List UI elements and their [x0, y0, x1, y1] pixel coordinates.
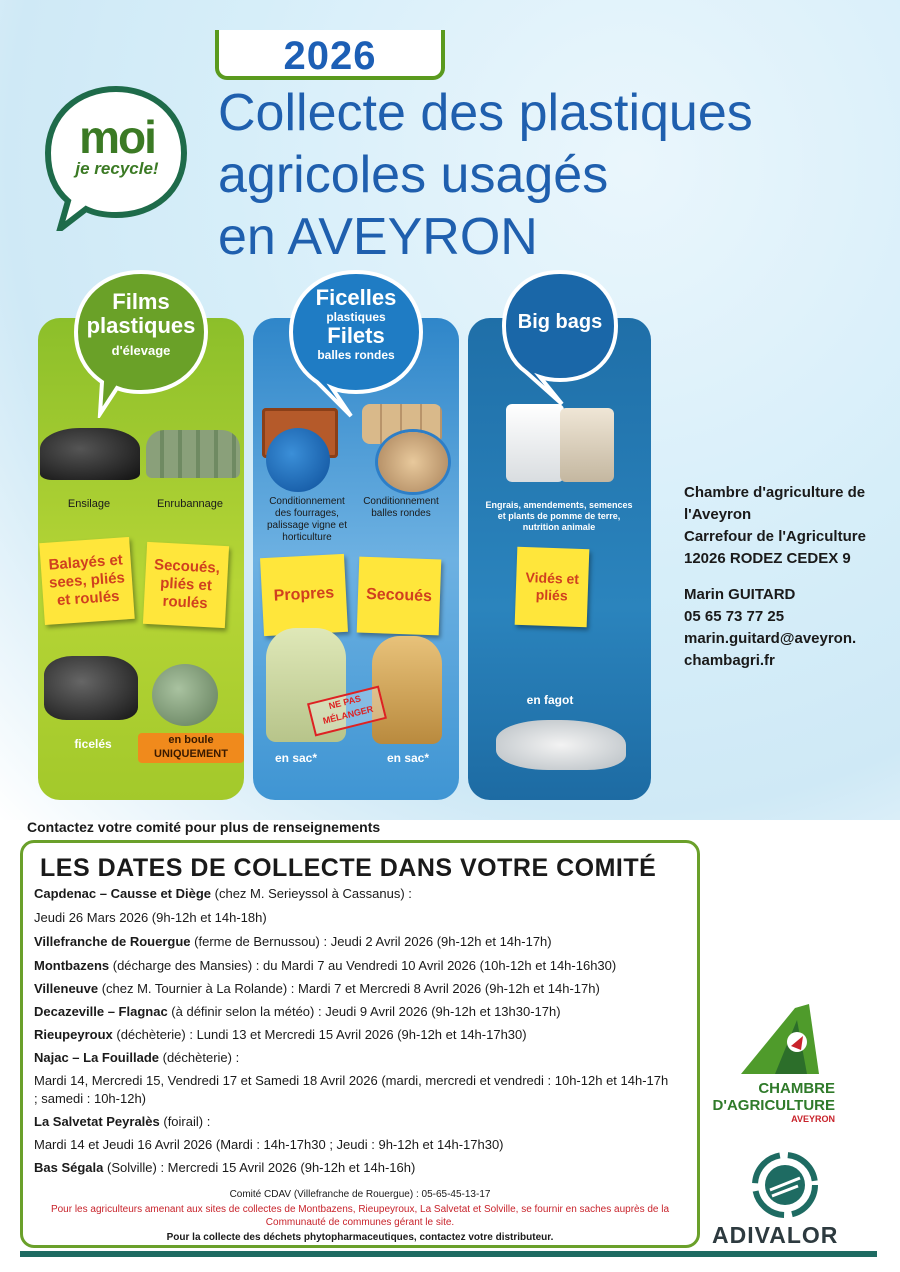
title-line-3: en AVEYRON [218, 208, 538, 266]
ficelles-postit-1: Propres [260, 554, 348, 636]
dates-entry [34, 933, 674, 951]
films-title-1: Films [112, 289, 170, 314]
moi-badge [52, 111, 182, 179]
films-postit-2: Secoués, pliés et roulés [143, 542, 229, 628]
bigbags-title: Big bags [517, 311, 603, 333]
moi-badge-small: je recycle! [75, 159, 159, 178]
bigbags-bubble-icon [500, 268, 620, 408]
chambre-agriculture-logo-text [700, 1080, 835, 1125]
entry-text: (à définir selon la météo) : Jeudi 9 Avril 2026 (9h-12h et 13h30-17h) [167, 1004, 561, 1019]
films-bottom-1: ficelés [74, 737, 112, 751]
contact-org-1: Chambre d'agriculture de [684, 484, 866, 501]
entry-place: Montbazens [34, 958, 110, 973]
moi-badge-big: moi [79, 111, 155, 163]
contact-block [684, 482, 884, 672]
dates-entry [34, 1003, 674, 1021]
ficelles-postit-2: Secoués [357, 557, 442, 636]
films-item-2: Enrubannage [156, 498, 224, 510]
ficelles-title [287, 286, 425, 362]
ficelles-bottom-2: en sac* [386, 751, 430, 765]
dates-entry [34, 980, 674, 998]
contact-committee-text: Contactez votre comité pour plus de renseignements [27, 819, 381, 835]
ca-logo-line-2: D'AGRICULTURE [712, 1097, 835, 1114]
footer-phyto: Pour la collecte des déchets phytopharmaceutiques, contactez votre distributeur. [166, 1232, 554, 1243]
entry-place: Villefranche de Rouergue [34, 934, 191, 949]
footer-note-sacs: Pour les agriculteurs amenant aux sites de collectes de Montbazens, Rieupeyroux, La Salvetat et Solville, se fournir en saches auprès de la Communauté de communes gérant le site. [50, 1204, 670, 1228]
contact-email-2[interactable]: chambagri.fr [684, 652, 775, 669]
contact-phone[interactable]: 05 65 73 77 25 [684, 608, 785, 625]
entry-text: (foirail) : [159, 1114, 211, 1129]
entry-place: Rieupeyroux [34, 1027, 113, 1042]
page-title [218, 82, 858, 268]
bigbags-bottom: en fagot [526, 693, 574, 707]
big-bag-image-2 [560, 408, 614, 482]
dates-entry [34, 1026, 674, 1044]
ficelles-item-1: Conditionnement des fourrages, palissage vigne et horticulture [266, 496, 348, 543]
films-title-2: plastiques [86, 313, 196, 338]
films-postit-1: Balayés et sees, pliés et roulés [39, 537, 135, 625]
films-subtitle: d'élevage [111, 343, 171, 358]
contact-org-2: l'Aveyron [684, 506, 752, 523]
year-tab [215, 30, 445, 80]
ficelles-title-1: Ficelles [315, 285, 397, 310]
contact-org-3: Carrefour de l'Agriculture [684, 528, 866, 545]
entry-text: (chez M. Serieyssol à Cassanus) : [211, 886, 412, 901]
bigbags-item: Engrais, amendements, semences et plants de pomme de terre, nutrition animale [485, 500, 633, 532]
ficelles-title-3: Filets [327, 323, 385, 348]
contact-name: Marin GUITARD [684, 586, 796, 603]
adivalor-recycle-icon [750, 1150, 820, 1220]
dates-entry [34, 885, 674, 903]
ficelles-bottom-1: en sac* [274, 751, 318, 765]
entry-place: Capdenac – Causse et Diège [34, 886, 212, 901]
chambre-agriculture-logo-icon [735, 1000, 825, 1080]
dates-title: LES DATES DE COLLECTE DANS VOTRE COMITÉ [40, 854, 657, 882]
entry-text: (déchèterie) : [159, 1050, 240, 1065]
dates-entry [34, 957, 674, 975]
ficelles-item-2: Conditionnement balles rondes [363, 496, 439, 519]
ficelles-title-4: balles rondes [317, 348, 395, 362]
films-uniquement-label [138, 733, 244, 763]
entry-text: (déchèterie) : Lundi 13 et Mercredi 15 Avril 2026 (9h-12h et 14h-17h30) [112, 1027, 527, 1042]
net-roll-image [378, 432, 448, 492]
dates-entry [34, 1159, 674, 1177]
silage-plastic-image [40, 428, 140, 480]
films-item-1: Ensilage [67, 498, 111, 510]
title-line-1: Collecte des plastiques [218, 84, 753, 142]
dates-entry [34, 1049, 674, 1067]
ficelles-title-2: plastiques [326, 310, 386, 324]
dates-entry [34, 1136, 674, 1154]
films-bottom-2b: UNIQUEMENT [154, 748, 228, 760]
contact-org-4: 12026 RODEZ CEDEX 9 [684, 550, 851, 567]
bigbags-postit: Vidés et pliés [515, 547, 590, 627]
entry-text: (Solville) : Mercredi 15 Avril 2026 (9h-12h et 14h-16h) [103, 1160, 416, 1175]
title-line-2: agricoles usagés [218, 146, 609, 204]
blue-twine-image [266, 428, 330, 492]
no-mixing-stamp: NE PAS MÉLANGER [307, 686, 387, 737]
footer-cdav: Comité CDAV (Villefranche de Rouergue) : 05-65-45-13-17 [229, 1189, 491, 1200]
entry-text: Mardi 14 et Jeudi 16 Avril 2026 (Mardi : 14h-17h30 ; Jeudi : 9h-12h et 14h-17h30) [34, 1137, 504, 1152]
entry-text: Mardi 14, Mercredi 15, Vendredi 17 et Samedi 18 Avril 2026 (mardi, mercredi et vendredi : 10h-12h et 14h-17h ; samedi : 10h-12h) [34, 1073, 669, 1106]
entry-place: Bas Ségala [34, 1160, 104, 1175]
entry-place: Villeneuve [34, 981, 99, 996]
year-text: 2026 [283, 34, 377, 78]
net-bag-image [372, 636, 442, 744]
films-bottom-2a: en boule [168, 734, 214, 746]
ca-logo-line-3: AVEYRON [791, 1114, 835, 1124]
entry-place: Decazeville – Flagnac [34, 1004, 168, 1019]
dates-entry [34, 1113, 674, 1131]
entry-text: (chez M. Tournier à La Rolande) : Mardi 7 et Mercredi 8 Avril 2026 (9h-12h et 14h-17h) [98, 981, 600, 996]
contact-email-1[interactable]: marin.guitard@aveyron. [684, 630, 857, 647]
film-ball-image [152, 664, 218, 726]
entry-place: La Salvetat Peyralès [34, 1114, 160, 1129]
adivalor-logo-text: ADIVALOR [712, 1222, 839, 1248]
rolled-film-image [44, 656, 138, 720]
films-title [72, 290, 210, 364]
ca-logo-line-1: CHAMBRE [758, 1080, 835, 1097]
folded-bags-image [496, 720, 626, 770]
dates-entry [34, 909, 674, 927]
entry-text: (ferme de Bernussou) : Jeudi 2 Avril 2026 (9h-12h et 14h-17h) [190, 934, 552, 949]
entry-place: Najac – La Fouillade [34, 1050, 159, 1065]
entry-text: Jeudi 26 Mars 2026 (9h-12h et 14h-18h) [34, 910, 267, 925]
dates-entry [34, 1072, 670, 1108]
entry-text: (décharge des Mansies) : du Mardi 7 au Vendredi 10 Avril 2026 (10h-12h et 14h-16h30) [109, 958, 617, 973]
bottom-bar [20, 1251, 877, 1257]
big-bag-image [506, 404, 564, 482]
wrapped-bales-image [146, 430, 240, 478]
